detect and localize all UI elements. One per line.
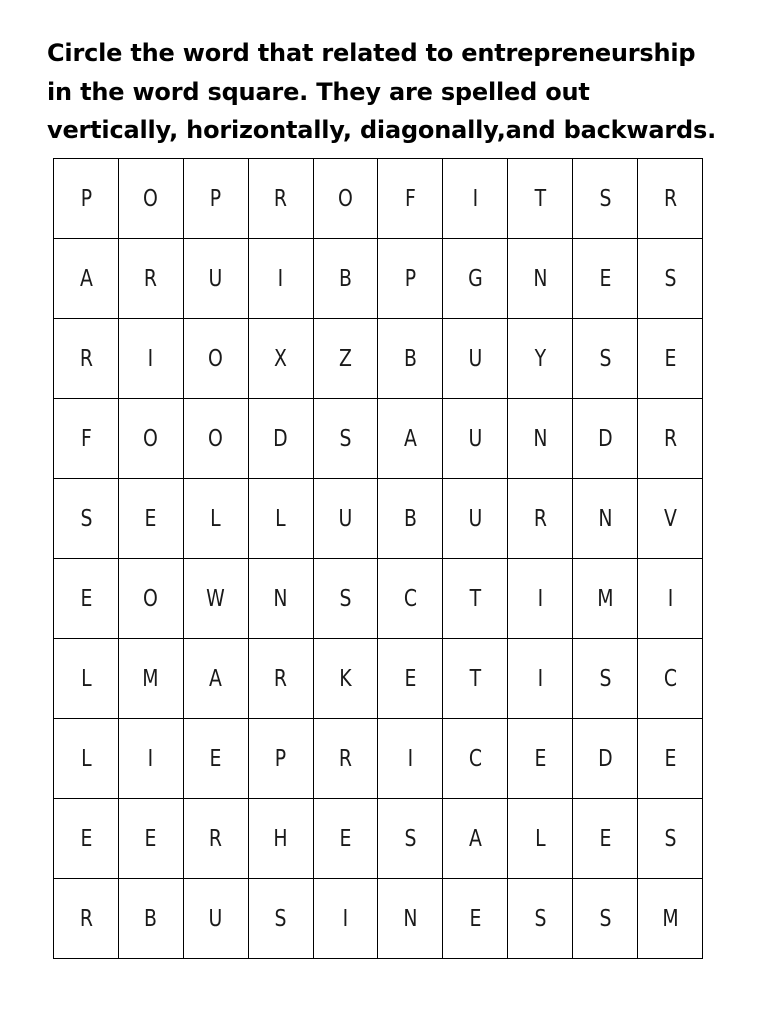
letter-cell[interactable]: P xyxy=(189,159,242,239)
letter-cell[interactable]: S xyxy=(578,879,631,959)
grid-row xyxy=(54,879,703,959)
letter-cell[interactable]: R xyxy=(643,159,696,239)
instructions-line: in the word square. They are spelled out xyxy=(47,77,590,106)
letter-cell[interactable]: G xyxy=(449,239,502,319)
letter-cell[interactable]: S xyxy=(643,239,696,319)
letter-cell[interactable]: E xyxy=(319,799,372,879)
grid-row xyxy=(54,719,703,799)
letter-cell[interactable]: N xyxy=(514,399,567,479)
instructions-line: vertically, horizontally, diagonally,and backwards. xyxy=(47,116,717,144)
letter-cell[interactable]: S xyxy=(59,479,112,559)
letter-cell[interactable]: D xyxy=(254,399,307,479)
letter-cell[interactable]: S xyxy=(643,799,696,879)
letter-cell[interactable]: E xyxy=(449,879,502,959)
letter-cell[interactable]: O xyxy=(189,399,242,479)
letter-cell[interactable]: E xyxy=(643,319,696,399)
letter-cell[interactable]: T xyxy=(514,159,567,239)
word-search-grid-body xyxy=(54,159,703,959)
grid-row xyxy=(54,799,703,879)
letter-cell[interactable]: D xyxy=(578,719,631,799)
grid-row xyxy=(54,159,703,239)
letter-cell[interactable]: B xyxy=(319,239,372,319)
letter-cell[interactable]: T xyxy=(449,639,502,719)
letter-cell[interactable]: I xyxy=(319,879,372,959)
letter-cell[interactable]: I xyxy=(384,719,437,799)
letter-cell[interactable]: S xyxy=(254,879,307,959)
letter-cell[interactable]: R xyxy=(643,399,696,479)
letter-cell[interactable]: C xyxy=(449,719,502,799)
letter-cell[interactable]: S xyxy=(384,799,437,879)
letter-cell[interactable]: L xyxy=(59,719,112,799)
grid-row xyxy=(54,399,703,479)
letter-cell[interactable]: E xyxy=(59,799,112,879)
letter-cell[interactable]: M xyxy=(124,639,177,719)
letter-cell[interactable]: A xyxy=(189,639,242,719)
letter-cell[interactable]: Y xyxy=(514,319,567,399)
letter-cell[interactable]: U xyxy=(449,319,502,399)
letter-cell[interactable]: L xyxy=(59,639,112,719)
letter-cell[interactable]: R xyxy=(254,639,307,719)
letter-cell[interactable]: H xyxy=(254,799,307,879)
letter-cell[interactable]: O xyxy=(189,319,242,399)
letter-cell[interactable]: E xyxy=(124,479,177,559)
letter-cell[interactable]: N xyxy=(384,879,437,959)
letter-cell[interactable]: E xyxy=(59,559,112,639)
letter-cell[interactable]: N xyxy=(514,239,567,319)
letter-cell[interactable]: O xyxy=(124,159,177,239)
letter-cell[interactable]: R xyxy=(319,719,372,799)
letter-cell[interactable]: S xyxy=(578,639,631,719)
letter-cell[interactable]: E xyxy=(578,799,631,879)
letter-cell[interactable]: M xyxy=(643,879,696,959)
letter-cell[interactable]: I xyxy=(124,319,177,399)
letter-cell[interactable]: K xyxy=(319,639,372,719)
letter-cell[interactable]: R xyxy=(59,879,112,959)
letter-cell[interactable]: I xyxy=(254,239,307,319)
letter-cell[interactable]: E xyxy=(643,719,696,799)
letter-cell[interactable]: I xyxy=(124,719,177,799)
letter-cell[interactable]: S xyxy=(514,879,567,959)
letter-cell[interactable]: E xyxy=(578,239,631,319)
letter-cell[interactable]: U xyxy=(189,879,242,959)
letter-cell[interactable]: P xyxy=(384,239,437,319)
letter-cell[interactable]: V xyxy=(643,479,696,559)
letter-cell[interactable]: I xyxy=(514,639,567,719)
word-search-grid xyxy=(53,158,703,959)
letter-cell[interactable]: S xyxy=(578,319,631,399)
letter-cell[interactable]: F xyxy=(384,159,437,239)
letter-cell[interactable]: S xyxy=(319,399,372,479)
letter-cell[interactable]: E xyxy=(514,719,567,799)
letter-cell[interactable]: R xyxy=(254,159,307,239)
letter-cell[interactable]: A xyxy=(449,799,502,879)
letter-cell[interactable]: B xyxy=(124,879,177,959)
letter-cell[interactable]: R xyxy=(124,239,177,319)
letter-cell[interactable]: W xyxy=(189,559,242,639)
letter-cell[interactable]: C xyxy=(384,559,437,639)
letter-cell[interactable]: N xyxy=(578,479,631,559)
letter-cell[interactable]: B xyxy=(384,479,437,559)
letter-cell[interactable]: L xyxy=(254,479,307,559)
letter-cell[interactable]: B xyxy=(384,319,437,399)
letter-cell[interactable]: E xyxy=(189,719,242,799)
letter-cell[interactable]: N xyxy=(254,559,307,639)
letter-cell[interactable]: O xyxy=(124,559,177,639)
letter-cell[interactable]: U xyxy=(449,479,502,559)
letter-cell[interactable]: Z xyxy=(319,319,372,399)
grid-row xyxy=(54,559,703,639)
letter-cell[interactable]: P xyxy=(59,159,112,239)
letter-cell[interactable]: C xyxy=(643,639,696,719)
grid-row xyxy=(54,639,703,719)
letter-cell[interactable]: S xyxy=(578,159,631,239)
letter-cell[interactable]: O xyxy=(124,399,177,479)
letter-cell[interactable]: E xyxy=(384,639,437,719)
grid-row xyxy=(54,239,703,319)
letter-cell[interactable]: O xyxy=(319,159,372,239)
instructions-text xyxy=(47,34,747,150)
letter-cell[interactable]: S xyxy=(319,559,372,639)
letter-cell[interactable]: L xyxy=(189,479,242,559)
letter-cell[interactable]: U xyxy=(189,239,242,319)
letter-cell[interactable]: T xyxy=(449,559,502,639)
letter-cell[interactable]: L xyxy=(514,799,567,879)
letter-cell[interactable]: M xyxy=(578,559,631,639)
letter-cell[interactable]: I xyxy=(643,559,696,639)
instructions-line: Circle the word that related to entrepreneurship xyxy=(47,39,696,67)
letter-cell[interactable]: A xyxy=(384,399,437,479)
grid-row xyxy=(54,479,703,559)
letter-cell[interactable]: X xyxy=(254,319,307,399)
letter-cell[interactable]: A xyxy=(59,239,112,319)
letter-cell[interactable]: R xyxy=(514,479,567,559)
letter-cell[interactable]: E xyxy=(124,799,177,879)
letter-cell[interactable]: U xyxy=(449,399,502,479)
letter-cell[interactable]: R xyxy=(59,319,112,399)
letter-cell[interactable]: I xyxy=(514,559,567,639)
letter-cell[interactable]: P xyxy=(254,719,307,799)
letter-cell[interactable]: D xyxy=(578,399,631,479)
grid-row xyxy=(54,319,703,399)
letter-cell[interactable]: R xyxy=(189,799,242,879)
letter-cell[interactable]: U xyxy=(319,479,372,559)
letter-cell[interactable]: F xyxy=(59,399,112,479)
letter-cell[interactable]: I xyxy=(449,159,502,239)
